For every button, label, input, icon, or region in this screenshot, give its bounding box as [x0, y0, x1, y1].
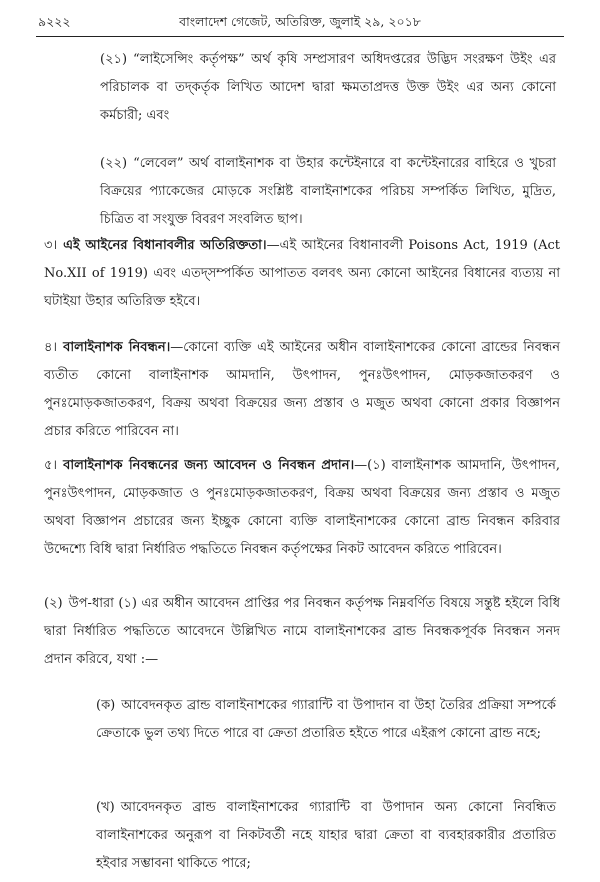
section-heading: বালাইনাশক নিবন্ধন। — [63, 340, 171, 355]
clause-text: আবেদনকৃত ব্রান্ড বালাইনাশকের গ্যারান্টি বা উপাদান অন্য কোনো নিবন্ধিত বালাইনাশকের অনুরূপ বা নিকটবর্তী নহে যাহার দ্বারা ক্রেতা বা ব্যবহারকারীর প্রতারিত হইবার সম্ভাবনা থাকিতে পারে; — [96, 800, 556, 871]
item-number: (২১) — [100, 52, 128, 67]
subsection-text: উপ-ধারা (১) এর অধীন আবেদন প্রাপ্তির পর নিবন্ধন কর্তৃপক্ষ নিম্নবর্ণিত বিষয়ে সন্তুষ্ট হইলে বিধি দ্বারা নির্ধারিত পদ্ধতিতে আবেদনে উল্লিখিত নামে বালাইনাশকের ব্রান্ড নিবন্ধকপূর্বক নিবন্ধন সনদ প্রদান করিবে, যথা :— — [44, 596, 560, 667]
section-text: —কোনো ব্যক্তি এই আইনের অধীন বালাইনাশকের কোনো ব্রান্ডের নিবন্ধন ব্যতীত কোনো বালাইনাশক আমদানি, উৎপাদন, পুনঃউৎপাদন, মোড়কজাতকরণ ও পুনঃমোড়কজাতকরণ, বিক্রয় অথবা বিক্রয়ের জন্য প্রস্তাব ও মজুত অথবা কোনো প্রকার বিজ্ঞাপন প্রচার করিতে পারিবেন না। — [44, 340, 560, 439]
section-number: ৫। — [44, 458, 58, 473]
section-4 — [44, 334, 560, 446]
clause-ka — [96, 692, 556, 748]
clause-number: (খ) — [96, 800, 115, 815]
section-text: —(১) বালাইনাশক আমদানি, উৎপাদন, পুনঃউৎপাদন, মোড়কজাত ও পুনঃমোড়কজাতকরণ, বিক্রয় অথবা বিক্রয়ের জন্য প্রস্তাব ও মজুত অথবা বিজ্ঞাপন প্রচারের জন্য ইচ্ছুক কোনো ব্যক্তি বালাইনাশকের কোনো ব্রান্ড নিবন্ধন করিবার উদ্দেশ্যে বিধি দ্বারা নির্ধারিত পদ্ধতিতে নিবন্ধন কর্তৃপক্ষের নিকট আবেদন করিতে পারিবেন। — [44, 458, 561, 557]
gazette-title: বাংলাদেশ গেজেট, অতিরিক্ত, জুলাই ২৯, ২০১৮ — [179, 14, 421, 29]
section-number: ৩। — [44, 238, 58, 253]
header-rule — [36, 36, 564, 37]
page-number: ৯২২২ — [38, 14, 71, 29]
page-header — [38, 8, 562, 34]
item-number: (২২) — [100, 156, 128, 171]
item-text: “লেবেল” অর্থ বালাইনাশক বা উহার কন্টেইনারে বা কন্টেইনারের বাহিরে ও খুচরা বিক্রয়ের প্যাকেজের মোড়কে সংশ্লিষ্ট বালাইনাশকের পরিচয় সম্পর্কিত লিখিত, মুদ্রিত, চিত্রিত বা সংযুক্ত বিবরণ সংবলিত ছাপ। — [100, 156, 556, 227]
section-5 — [44, 452, 560, 564]
subsection-number: (২) — [44, 596, 63, 611]
item-text: “লাইসেন্সিং কর্তৃপক্ষ” অর্থ কৃষি সম্প্রসারণ অধিদপ্তরের উদ্ভিদ সংরক্ষণ উইং এর পরিচালক বা তদ্‌কর্তৃক লিখিত আদেশ দ্বারা ক্ষমতাপ্রদত্ত উক্ত উইং এর অন্য কোনো কর্মচারী; এবং — [100, 52, 556, 123]
clause-text: আবেদনকৃত ব্রান্ড বালাইনাশকের গ্যারান্টি বা উপাদান বা উহা তৈরির প্রক্রিয়া সম্পর্কে ক্রেতাকে ভুল তথ্য দিতে পারে বা ক্রেতা প্রতারিত হইতে পারে এইরূপ কোনো ব্রান্ড নহে; — [96, 698, 556, 741]
section-number: ৪। — [44, 340, 58, 355]
section-heading: বালাইনাশক নিবন্ধনের জন্য আবেদন ও নিবন্ধন প্রদান। — [63, 458, 355, 473]
clause-number: (ক) — [96, 698, 116, 713]
definition-item-22 — [100, 150, 556, 234]
section-text: —এই আইনের বিধানাবলী Poisons Act, 1919 (Act No.XII of 1919) এবং এতদ্‌সম্পর্কিত আপাতত বলবৎ অন্য কোনো আইনের বিধানের ব্যত্যয় না ঘটাইয়া উহার অতিরিক্ত হইবে। — [44, 238, 560, 309]
definition-item-21 — [100, 46, 556, 130]
section-5-subsection-2 — [44, 590, 560, 674]
section-3 — [44, 232, 560, 316]
section-heading: এই আইনের বিধানাবলীর অতিরিক্ততা। — [63, 238, 267, 253]
clause-kha — [96, 794, 556, 878]
